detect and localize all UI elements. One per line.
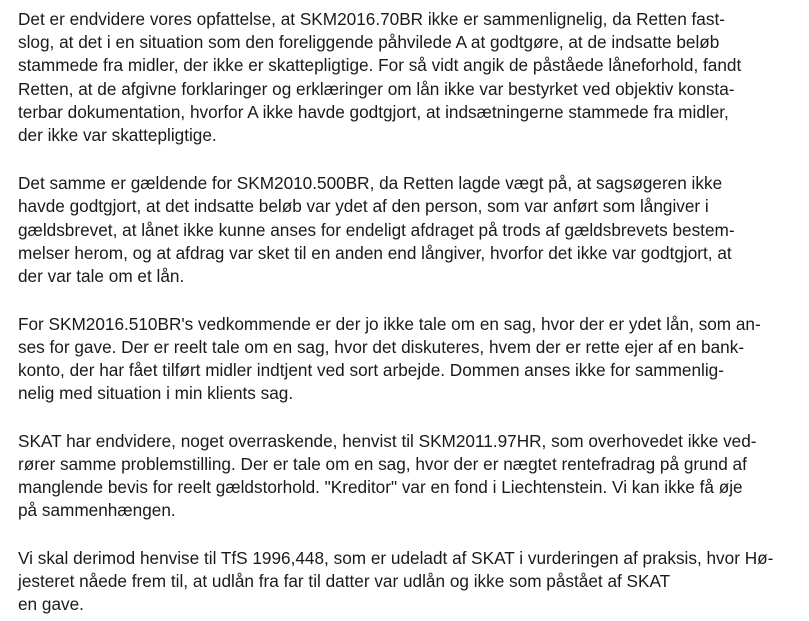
text-line: Retten, at de afgivne forklaringer og erklæringer om lån ikke var bestyrket ved objektiv konsta- [18,79,735,99]
text-line: havde godtgjort, at det indsatte beløb var ydet af den person, som var anført som långiver i [18,196,709,216]
text-line: en gave. [18,594,84,614]
text-line: slog, at det i en situation som den foreliggende påhvilede A at godtgøre, at de indsatte beløb [18,32,720,52]
text-line: stammede fra midler, der ikke er skattepligtige. For så vidt angik de påståede låneforhold, fandt [18,55,742,75]
text-line: på sammenhængen. [18,500,176,520]
text-line: konto, der har fået tilført midler indtjent ved sort arbejde. Dommen anses ikke for sammenlig- [18,360,724,380]
text-line: Det er endvidere vores opfattelse, at SKM2016.70BR ikke er sammenlignelig, da Retten fast- [18,9,725,29]
text-line: nelig med situation i min klients sag. [18,383,294,403]
text-line: melser herom, og at afdrag var sket til en anden end långiver, hvorfor det ikke var godtgjort, at [18,243,732,263]
text-line: der ikke var skattepligtige. [18,125,217,145]
text-line: rører samme problemstilling. Der er tale om en sag, hvor der er nægtet rentefradrag på grund af [18,454,747,474]
text-line: ses for gave. Der er reelt tale om en sag, hvor det diskuteres, hvem der er rette ejer af en bank- [18,337,745,357]
text-line: gældsbrevet, at lånet ikke kunne anses for endeligt afdraget på trods af gældsbrevets bestem- [18,220,735,240]
text-line: manglende bevis for reelt gældstorhold. "Kreditor" var en fond i Liechtenstein. Vi kan ikke få øje [18,477,743,497]
text-line: jesteret nåede frem til, at udlån fra far til datter var udlån og ikke som påstået af SKAT [18,571,671,591]
text-line: der var tale om et lån. [18,266,185,286]
text-line: For SKM2016.510BR's vedkommende er der jo ikke tale om en sag, hvor der er ydet lån, som an- [18,314,761,334]
text-line: terbar dokumentation, hvorfor A ikke havde godtgjort, at indsætningerne stammede fra midler, [18,102,729,122]
text-line: SKAT har endvidere, noget overraskende, henvist til SKM2011.97HR, som overhovedet ikke ved- [18,431,757,451]
text-line: Vi skal derimod henvise til TfS 1996,448, som er udeladt af SKAT i vurderingen af praksis, hvor Hø- [18,548,774,568]
text-line: Det samme er gældende for SKM2010.500BR, da Retten lagde vægt på, at sagsøgeren ikke [18,173,723,193]
